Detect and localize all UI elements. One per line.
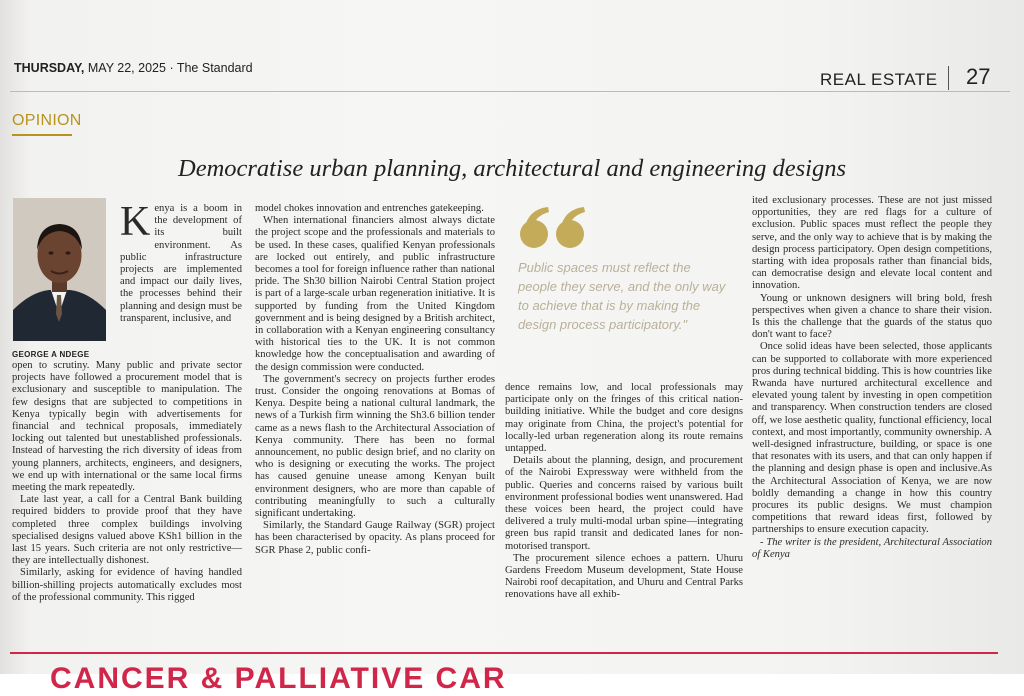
lead-paragraph: Kenya is a boom in the development of its built environment. As public infrastructure projects are implemented and impact our daily lives, the processes behind their planning and design must be transparent, inclusive, and (120, 199, 242, 324)
paragraph: Late last year, a call for a Central Bank building required bidders to provide proof that they have completed three complex buildings involving specialised designs valued above KSh1 billion in the last 15 years. Such criteria are not only restrictive—they are intellectually dishonest. (12, 494, 242, 567)
paragraph: Young or unknown designers will bring bold, fresh perspectives when given a chance to share their vision. Is this the challenge that the guards of the status quo don't want to face? (752, 292, 992, 341)
paragraph: Similarly, the Standard Gauge Railway (SGR) project has been characterised by opacity. As plans proceed for SGR Phase 2, public confi- (255, 520, 495, 556)
byline: - The writer is the president, Architectural Association of Kenya (752, 536, 992, 560)
bottom-advert-text: CANCER & PALLIATIVE CAR (50, 662, 507, 695)
headline: Democratise urban planning, architectural and engineering designs (178, 155, 846, 182)
column-3 (505, 382, 743, 602)
drop-cap: K (120, 199, 151, 245)
paragraph: When international financiers almost always dictate the project scope and the professionals and materials to be used. In these cases, qualified Kenyan professionals are locked out entirely, and public infrastructure becomes a tool for foreign influence rather than national pride. The Sh30 billion Nairobi Central Station project is part of a large-scale urban regeneration initiative. It is supported by funding from the United Kingdom government and is being designed by a British architect, in collaboration with a Kenyan engineering consultancy with historical ties to the UK. It is not common knowledge how the conceptualisation and awarding of the design commission were conducted. (255, 215, 495, 373)
top-rule (10, 91, 1010, 92)
author-portrait-icon (13, 198, 106, 341)
column-2 (255, 203, 495, 557)
paragraph: ited exclusionary processes. These are not just missed opportunities, they are red flags for a culture of exclusion. Public spaces must reflect the people they serve, and the only way to achieve that is by making the design process participatory. Open design competitions, starting with idea proposals rather than financial bids, can democratise design and elevate local content and innovation. (752, 195, 992, 292)
paragraph: dence remains low, and local professionals may participate only on the fringes of this critical nation-building initiative. While the budget and core designs may originate from China, the project's potential for locally-led urban regeneration along its route remains untapped. (505, 382, 743, 455)
author-photo (13, 198, 106, 341)
column-1 (12, 360, 242, 604)
column-4 (752, 195, 992, 561)
paragraph: Details about the planning, design, and procurement of the Nairobi Expressway were withheld from the public. Queries and concerns raised by various built environment professional bodies went unanswered. Had these voices been heard, the project could have delivered a truly multi-modal urban spine—integrating green bus rapid transit and dedicated lanes for non-motorised transport. (505, 455, 743, 552)
opinion-underline (12, 134, 72, 136)
paragraph: model chokes innovation and entrenches gatekeeping. (255, 203, 484, 214)
photo-caption: GEORGE A NDEGE (12, 350, 90, 359)
opinion-label: OPINION (12, 112, 82, 129)
paragraph: The procurement silence echoes a pattern. Uhuru Gardens Freedom Museum development, State House Nairobi roof decapitation, and Uhuru and Central Parks renovations have all exhib- (505, 552, 743, 601)
paragraph: Similarly, asking for evidence of having handled billion-shilling projects automatically excludes most of the professional community. This rigged (12, 567, 242, 603)
bottom-advert-band (10, 652, 998, 695)
header-divider (948, 66, 949, 90)
paragraph: open to scrutiny. Many public and private sector projects have followed a procurement model that is exclusionary and susceptible to manipulation. The few designs that are subjected to competitions in Kenya typically begin with advertisements for financial and technical proposals, immediately locking out talented but unestablished professionals. Instead of harvesting the rich diversity of ideas from young planners, architects, engineers, and designers, we end up with international or the same local firms meeting the mark repeatedly. (12, 360, 242, 494)
quote-marks-icon (518, 205, 596, 254)
issue-date: THURSDAY, MAY 22, 2025 · The Standard (14, 61, 253, 75)
pull-quote: Public spaces must reflect the people they serve, and the only way to achieve that is by making the design process participatory." (518, 260, 726, 332)
paragraph: The government's secrecy on projects further erodes trust. Consider the ongoing renovations at Bomas of Kenya. Despite being a national cultural landmark, the news of a Turkish firm winning the Sh3.6 billion tender came as a news flash to the Architectural Association of Kenya community. There has been no formal announcement, no public design brief, and no clarity on who is designing or executing the works. The project has caused genuine unease among Kenyan built environment designers, who are more than capable of contributing meaningfully to such a culturally significant undertaking. (255, 373, 495, 520)
paragraph: Once solid ideas have been selected, those applicants can be supported to collaborate with more experienced pros during technical bidding. This is how countries like Rwanda have nurtured architectural excellence and elevated young talent by investing in open competition and transparency. When construction tenders are closed off, we lose aesthetic quality, functional efficiency, local context, and most importantly, community ownership. A well-designed infrastructure, building, or space is one that resonates with its users, and that can only happen if the planning and design phase is open and inclusive.As the Architectural Association of Kenya, we are now boldly demanding a change in how this country procures its public designs. We must champion competitions that reward ideas first, followed by partnerships to ensure execution capacity. (752, 341, 992, 536)
column-1-top (120, 199, 242, 325)
page-number: 27 (966, 64, 991, 89)
section-title: REAL ESTATE (820, 70, 938, 89)
